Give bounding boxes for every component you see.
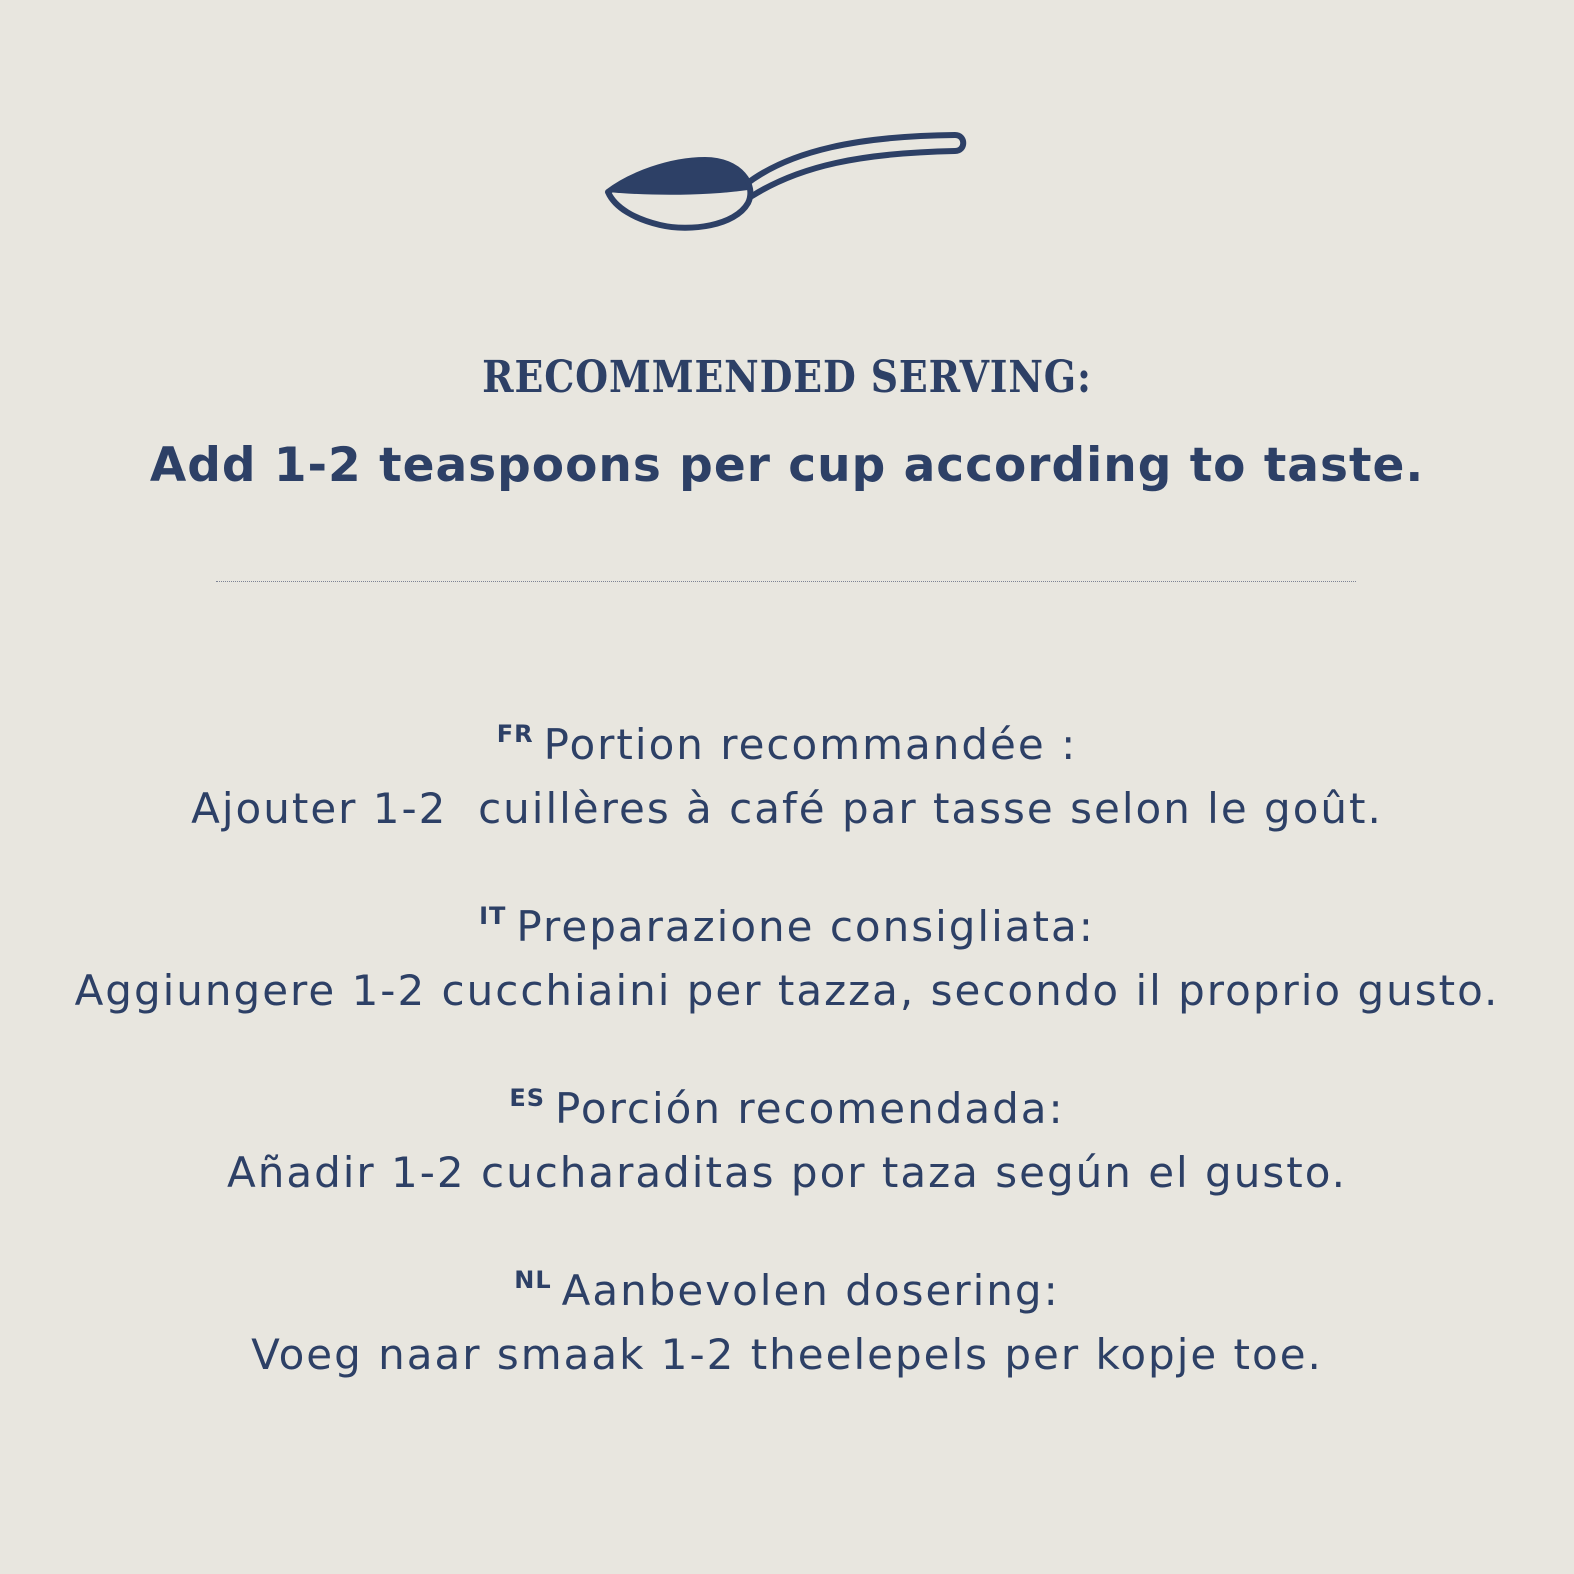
language-code: IT [479, 902, 507, 930]
language-code: FR [496, 720, 534, 748]
language-code: ES [509, 1084, 546, 1112]
translation-it [0, 884, 1574, 1023]
translation-text: Añadir 1-2 cucharaditas por taza según el gusto. [227, 1148, 1347, 1197]
translation-title: Aanbevolen dosering: [561, 1266, 1060, 1315]
language-code: NL [514, 1266, 552, 1294]
translation-title-line [0, 884, 1574, 959]
translation-title-line [0, 702, 1574, 777]
translation-title-line [0, 1248, 1574, 1323]
translation-es [0, 1066, 1574, 1205]
translation-title: Preparazione consigliata: [516, 902, 1095, 951]
divider [216, 581, 1356, 582]
translation-nl [0, 1248, 1574, 1387]
translation-text: Aggiungere 1-2 cucchiaini per tazza, secondo il proprio gusto. [74, 966, 1500, 1015]
translation-text: Voeg naar smaak 1-2 theelepels per kopje toe. [251, 1330, 1323, 1379]
translation-fr [0, 702, 1574, 841]
teaspoon-icon [600, 125, 972, 237]
translation-text: Ajouter 1-2 cuillères à café par tasse selon le goût. [191, 784, 1383, 833]
heading: RECOMMENDED SERVING: [482, 352, 1092, 403]
translation-title-line [0, 1066, 1574, 1141]
translation-title: Porción recomendada: [555, 1084, 1065, 1133]
serving-instruction: Add 1-2 teaspoons per cup according to taste. [149, 438, 1425, 493]
translation-title: Portion recommandée : [543, 720, 1078, 769]
